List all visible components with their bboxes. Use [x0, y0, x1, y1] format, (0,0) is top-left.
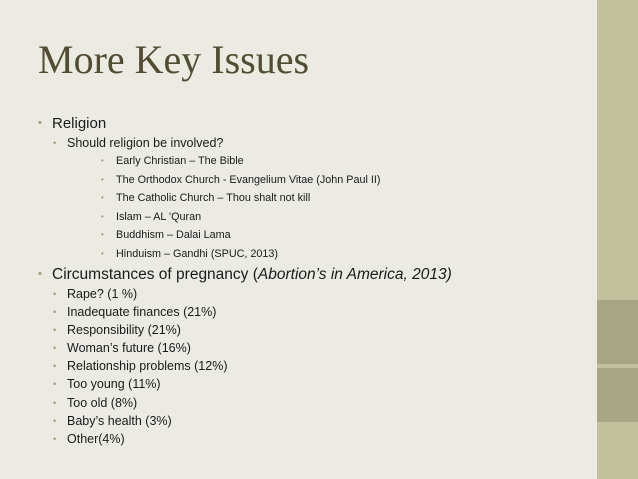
bullet-icon: •: [101, 156, 104, 165]
list-item: [67, 189, 593, 208]
bullet-icon: •: [53, 433, 57, 444]
list-item-text: Woman’s future (16%): [67, 341, 191, 356]
bullet-icon: •: [101, 193, 104, 202]
list-item: [37, 285, 593, 303]
list-item-text: The Orthodox Church - Evangelium Vitae (John Paul II): [116, 173, 381, 186]
list-item-text: Baby’s health (3%): [67, 413, 172, 428]
bullet-icon: •: [101, 248, 104, 258]
list-item-text: Too old (8%): [67, 395, 138, 410]
bullet-icon: •: [53, 379, 57, 390]
list-item: [67, 171, 593, 190]
bullet-label: Religion: [52, 115, 107, 132]
bullet-label: [52, 266, 452, 283]
bullet-icon: •: [53, 307, 57, 318]
list-item-text: Other(4%): [67, 431, 125, 446]
slide-body: [37, 114, 593, 448]
list-item-text: Too young (11%): [67, 377, 161, 392]
bullet-label-citation: Abortion’s in America, 2013): [257, 266, 452, 283]
bullet-icon: •: [53, 289, 57, 299]
bullet-list: [37, 114, 593, 448]
bullet-icon: •: [53, 138, 57, 148]
decorative-sidebar-band: [597, 300, 638, 364]
list-item: [37, 430, 593, 448]
list-item: [37, 394, 593, 412]
bullet-icon: •: [53, 397, 57, 408]
bullet-religion: [37, 114, 593, 263]
sub-list: [37, 285, 593, 448]
decorative-sidebar-band: [597, 368, 638, 422]
list-item: [67, 245, 593, 264]
bullet-icon: •: [38, 268, 42, 280]
sub-sub-list: [67, 152, 593, 263]
bullet-icon: •: [101, 230, 104, 239]
list-item: [67, 208, 593, 227]
list-item: [37, 339, 593, 357]
sub-bullet-label: Should religion be involved?: [67, 136, 224, 150]
bullet-icon: •: [53, 415, 57, 426]
list-item-text: Early Christian – The Bible: [116, 155, 244, 167]
bullet-icon: •: [101, 211, 104, 221]
bullet-icon: •: [53, 343, 57, 354]
list-item-text: Hinduism – Gandhi (SPUC, 2013): [116, 247, 279, 260]
bullet-icon: •: [38, 117, 42, 129]
bullet-icon: •: [101, 174, 104, 184]
list-item-text: Responsibility (21%): [67, 323, 181, 338]
list-item-text: Rape? (1 %): [67, 287, 138, 301]
list-item: [37, 357, 593, 375]
list-item: [67, 226, 593, 245]
bullet-icon: •: [53, 361, 57, 372]
list-item: [37, 412, 593, 430]
list-item: [37, 303, 593, 321]
sub-list: [37, 134, 593, 263]
list-item-text: Inadequate finances (21%): [67, 305, 217, 320]
list-item-text: The Catholic Church – Thou shalt not kill: [116, 192, 311, 204]
list-item-text: Buddhism – Dalai Lama: [116, 229, 231, 241]
bullet-circumstances: [37, 265, 593, 448]
list-item: [67, 152, 593, 171]
list-item-text: Islam – AL 'Quran: [116, 210, 202, 223]
slide-title: More Key Issues: [38, 37, 310, 82]
sub-bullet-question: [37, 134, 593, 263]
bullet-label-text: Circumstances of pregnancy (: [52, 266, 258, 283]
list-item: [37, 321, 593, 339]
list-item: [37, 375, 593, 393]
bullet-icon: •: [53, 325, 57, 336]
list-item-text: Relationship problems (12%): [67, 359, 228, 374]
